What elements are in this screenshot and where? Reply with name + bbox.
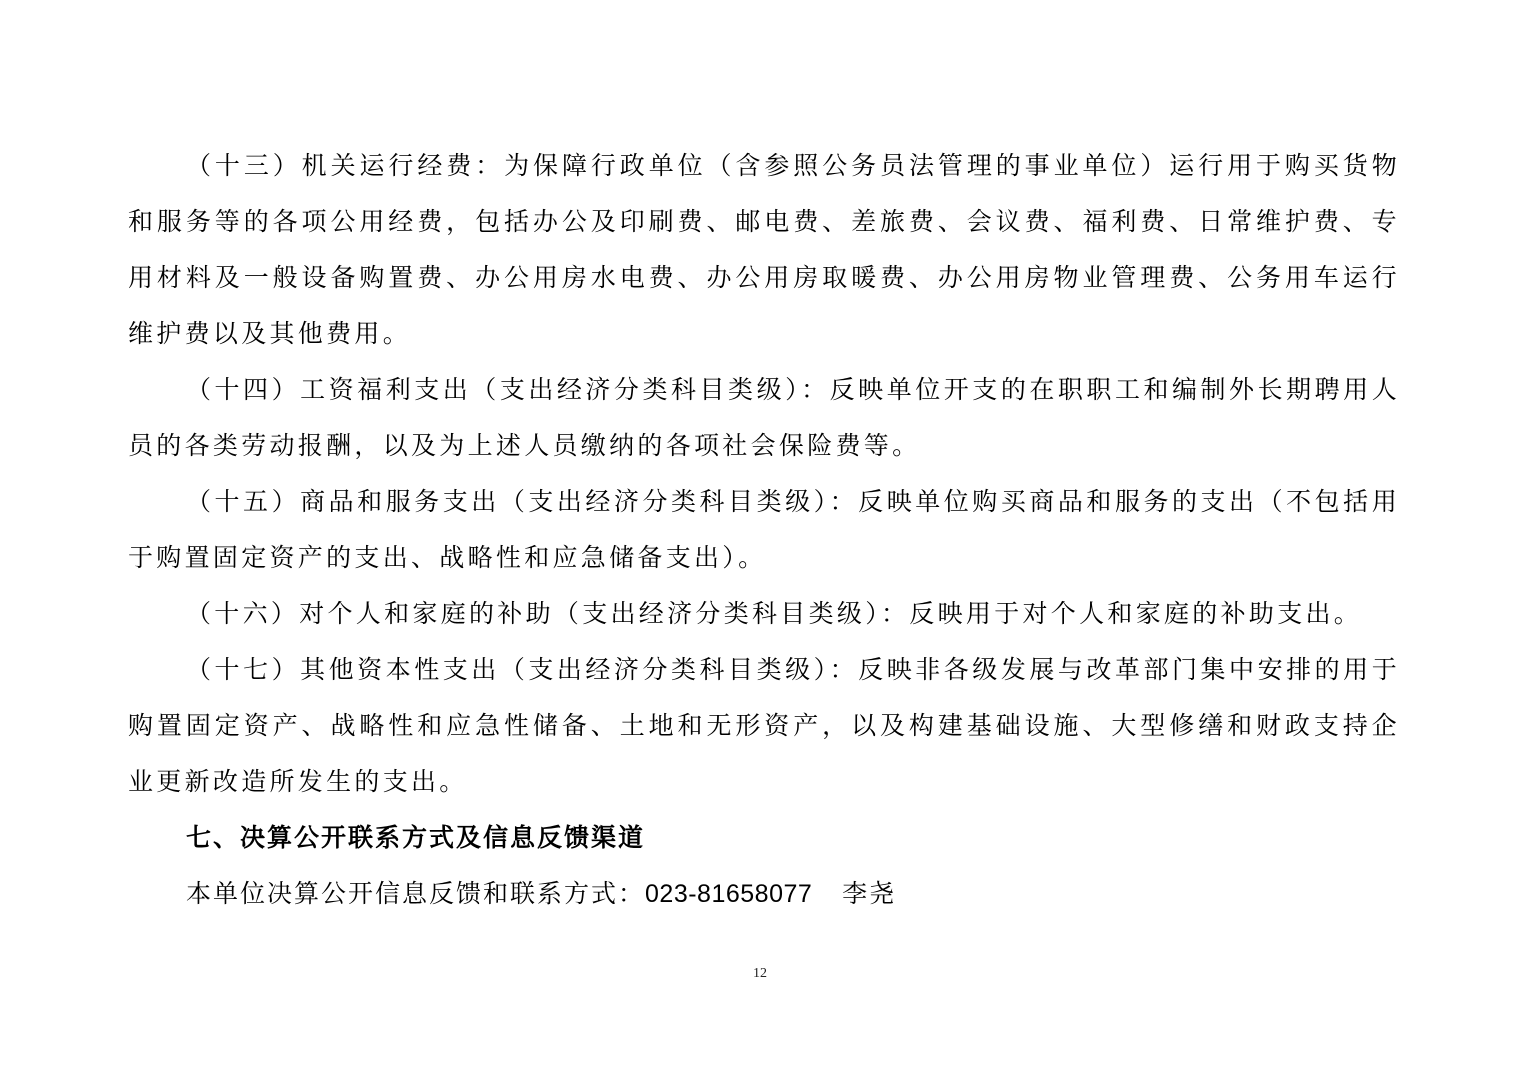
contact-spacer: [812, 879, 842, 908]
paragraph-14: （十四）工资福利支出（支出经济分类科目类级）：反映单位开支的在职职工和编制外长期聘用人员的各类劳动报酬，以及为上述人员缴纳的各项社会保险费等。: [128, 375, 1400, 460]
document-body: [128, 138, 1400, 922]
paragraph-17: （十七）其他资本性支出（支出经济分类科目类级）：反映非各级发展与改革部门集中安排的用于购置固定资产、战略性和应急性储备、土地和无形资产，以及构建基础设施、大型修缮和财政支持企业更新改造所发生的支出。: [128, 655, 1400, 796]
page-number: 12: [753, 966, 767, 981]
paragraph-16: （十六）对个人和家庭的补助（支出经济分类科目类级）：反映用于对个人和家庭的补助支出。: [186, 599, 1363, 628]
contact-person: 李尧: [842, 879, 897, 908]
contact-line: [128, 866, 1400, 922]
paragraph-13: （十三）机关运行经费：为保障行政单位（含参照公务员法管理的事业单位）运行用于购买货物和服务等的各项公用经费，包括办公及印刷费、邮电费、差旅费、会议费、福利费、日常维护费、专用材料及一般设备购置费、办公用房水电费、办公用房取暖费、办公用房物业管理费、公务用车运行维护费以及其他费用。: [128, 151, 1400, 348]
contact-phone: 023-81658077: [645, 880, 813, 908]
paragraph-15: （十五）商品和服务支出（支出经济分类科目类级）：反映单位购买商品和服务的支出（不包括用于购置固定资产的支出、战略性和应急储备支出）。: [128, 487, 1400, 572]
contact-label: 本单位决算公开信息反馈和联系方式：: [186, 879, 646, 908]
section-heading: 七、决算公开联系方式及信息反馈渠道: [186, 823, 646, 852]
